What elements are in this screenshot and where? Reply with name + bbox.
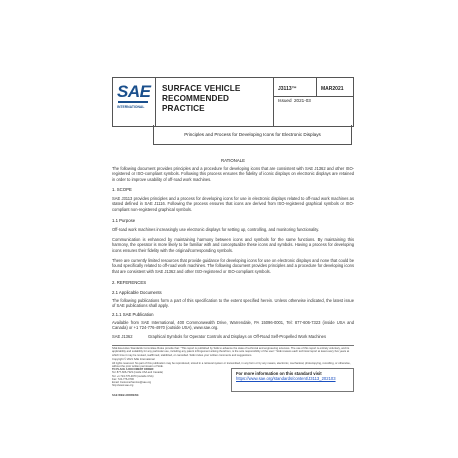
logo-subtext: INTERNATIONAL — [117, 105, 145, 109]
order-info — [112, 368, 227, 394]
logo-wordmark: SAE — [117, 82, 151, 101]
sae-publication-text: Available from SAE International, 400 Commonwealth Drive, Warrendale, PA 15096-0001, Tel: 877-606-7323 (inside USA and Canada) or +1 724-776-4970 (outside USA), www.sae.org. — [112, 320, 354, 331]
document-header — [112, 77, 354, 127]
issued-label: Issued — [278, 98, 292, 103]
purpose-paragraph-1: Off-road work machines increasingly use electronic displays for setting up, controlling, and monitoring functionality. — [112, 227, 320, 232]
order-fax: Fax: 724-776-0790 — [112, 377, 134, 381]
scope-text: SAE J3113 provides principles and a process for developing icons for use in electronic displays related to off-road work machines as stated defined in SAE J1116. Following the process ensures that icons are derived from ISO-registered graphical symbols or ISO-compliant non-registered graphical symbols. — [112, 196, 354, 212]
order-label: TO PLACE A DOCUMENT ORDER: — [112, 368, 155, 371]
reference-code: SAE J1362 — [112, 334, 133, 339]
standard-info-link[interactable]: https://www.sae.org/standards/content/J3113_202103 — [236, 376, 336, 381]
footer-rights: All rights reserved. No part of this publication may be reproduced, stored in a retrieval system or transmitted, in any form or by any means, electronic, mechanical, photocopying, recording, or otherwise, without the prior written permission of SAE. — [112, 362, 351, 369]
meta-divider — [316, 78, 317, 96]
order-email[interactable]: Email: CustomerService@sae.org — [112, 381, 152, 385]
order-tel: Tel: 877-606-7323 (inside USA and Canada) — [112, 371, 163, 375]
footer-copyright: Copyright © 2021 SAE International — [112, 358, 155, 361]
document-number: J3113™ — [278, 86, 297, 92]
document-date: MAR2021 — [321, 86, 344, 92]
standard-info-prompt: For more information on this standard visit — [236, 371, 322, 376]
footer-disclaimer: SAE Executive Standards Committee Rules provide that: "This report is published by SAE to advance the state of technical and engineering sciences. The use of this report is entirely voluntary, and its applicability and suitability for any particular use, including any patent infringement arising therefrom, is the sole responsibility of the user." SAE reviews each technical report at least every five years at which time it may be revised, reaffirmed, stabilized, or cancelled. SAE invites your written comments and suggestions. — [112, 347, 350, 357]
order-tel-outside: Tel: +1 724-776-4970 (outside USA) — [112, 374, 154, 378]
purpose-paragraph-2: Communication is enhanced by maintaining harmony between icons and symbols for the same functions. By maintaining this harmony, the operator is more likely to be familiar with and conceptualize these icons and symbols. Having a process for developing icons ensures their fidelity with the original/corresponding symbols. — [112, 237, 354, 253]
rationale-heading: RATIONALE — [220, 158, 246, 163]
web-address-label: SAE WEB ADDRESS: — [112, 394, 140, 397]
standard-info-box — [231, 368, 354, 392]
footer-rule — [112, 345, 354, 346]
title-line-2: RECOMMENDED PRACTICE — [162, 94, 230, 113]
scope-heading: 1. SCOPE — [112, 187, 132, 192]
meta-rule — [274, 96, 353, 97]
reference-title: Graphical Symbols for Operator Controls and Displays on Off-Road Self-Propelled Work Machines — [148, 334, 327, 339]
document-type-title — [155, 78, 274, 126]
references-heading: 2. REFERENCES — [112, 280, 147, 285]
applicable-documents-text: The following publications form a part of this specification to the extent specified herein. Unless otherwise indicated, the latest issue of SAE publications shall apply. — [112, 298, 354, 309]
footer-contact-area — [112, 368, 354, 394]
purpose-heading: 1.1 Purpose — [112, 218, 136, 223]
document-subtitle: Principles and Process for Developing Icons for Electronic Displays — [153, 125, 352, 145]
applicable-documents-heading: 2.1 Applicable Documents — [112, 290, 162, 295]
title-line-1: SURFACE VEHICLE — [162, 84, 241, 93]
order-web[interactable]: http://www.sae.org — [112, 384, 134, 388]
rationale-text: The following document provides principles and a procedure for developing icons that are consistent with SAE J1362 and other ISO-registered or ISO-compliant symbols. Following this process ensures the fidelity of iconic displays on electronic displays are retained in order to improve usability of off-road work machines. — [112, 166, 354, 182]
purpose-paragraph-3: There are currently limited resources that provide guidance for developing icons for use on electronic displays and none that could be found specifically related to off-road work machines. The following document provides principles and a procedure for developing icons that are consistent with SAE J1362 and other ISO-registered or ISO-compliant symbols. — [112, 258, 354, 274]
sae-publication-heading: 2.1.1 SAE Publication — [112, 312, 154, 317]
document-meta — [274, 78, 353, 126]
issued-date: 2021-03 — [294, 98, 311, 103]
